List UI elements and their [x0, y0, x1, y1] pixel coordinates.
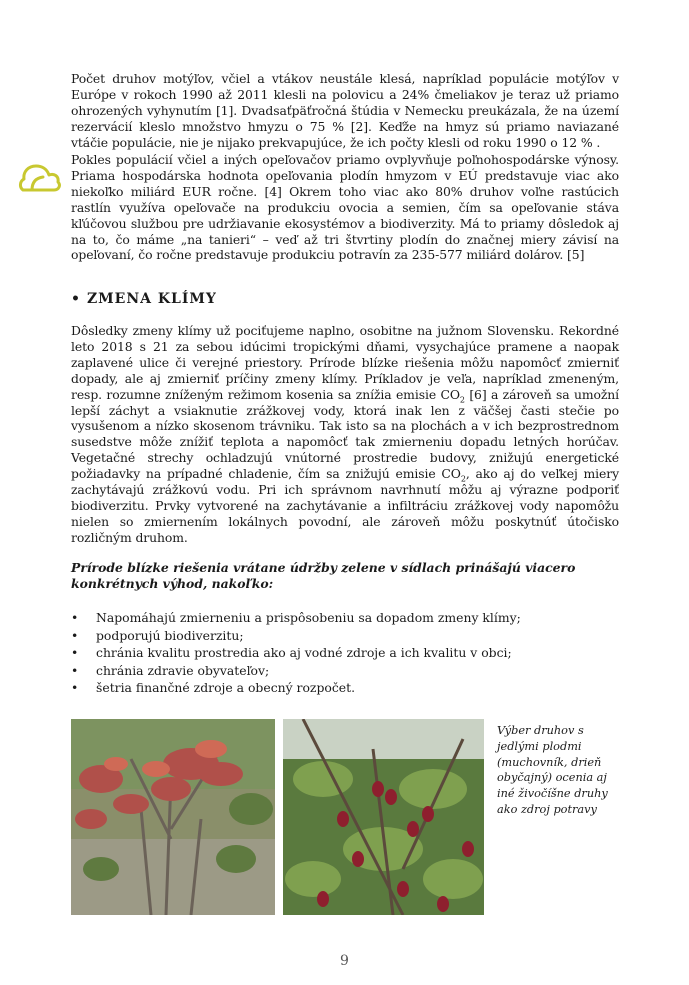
- heading-bullet: •: [71, 291, 81, 307]
- page-number: 9: [340, 953, 349, 969]
- intro-paragraph-1: Počet druhov motýľov, včiel a vtákov neustále klesá, napríklad populácie motýľov v Európe v rokoch 1990 až 2011 klesli na polovicu a 24% čmeliakov je teraz už priamo ohrozených vyhynutím [1]. Dvadsaťpäťročná štúdia v Nemecku preukázala, že na území rezervácií kleslo množstvo hmyzu o 75 % [2]. Keďže na hmyz sú priamo naviazané vtáčie populácie, nie je nijako prekvapujúce, že ich počty klesli od roku 1990 o 12 % .: [71, 71, 619, 150]
- benefits-subheading: Prírode blízke riešenia vrátane údržby zelene v sídlach prinášajú viacero konkrétnych výhod, nakoľko:: [71, 560, 576, 591]
- list-item: • chránia zdravie obyvateľov;: [71, 662, 619, 680]
- heading-text: ZMENA KLÍMY: [86, 291, 217, 307]
- benefits-list: [71, 609, 619, 697]
- climate-paragraph: Dôsledky zmeny klímy už pociťujeme naplno, osobitne na južnom Slovensku. Rekordné leto 2018 s 21 za sebou idúcimi tropickými dňami, vysychajúce pramene a naopak zaplavené ulice či verejné priestory. Prírode blízke riešenia môžu napomôcť zmierniť dopady, ale aj zmierniť príčiny zmeny klímy. Príkladov je veľa, napríklad zmeneným, resp. rozumne zníženým režimom kosenia sa znížia emisie $CO_2$ [6] a zároveň sa umožní lepší záchyt a vsiaknutie zrážkovej vody, ktorá inak len z väčšej časti stečie po vysušenom a nízko skosenom trávniku. Tak isto sa na plochách a v ich bezprostrednom susedstve môže znížiť teplota a napomôcť tak zmierneniu dopadu letných horúčav. Vegetačné strechy ochladzujú vnútorné prostredie budovy, znižujú energetické požiadavky na prípadné chladenie, čím sa znižujú emisie $CO_2$, ako aj do veľkej miery zachytávajú zrážkovú vodu. Pri ich správnom navrhnutí môžu aj výrazne podporiť biodiverzitu. Prvky vytvorené na zachytávanie a infiltráciu zrážkovej vody napomôžu nielen so zmiernením lokálnych povodní, ale zároveň môžu poskytnúť útočisko rozličným druhom.: [71, 323, 620, 545]
- list-item: • šetria finančné zdroje a obecný rozpočet.: [71, 679, 619, 697]
- photo-serviceberry-shrub: [71, 719, 275, 915]
- photo-caption: Výber druhov s jedlými plodmi (muchovník, drieň obyčajný) ocenia aj iné živočíšne druhy ako zdroj potravy: [497, 724, 608, 816]
- intro-paragraph-2: Pokles populácií včiel a iných opeľovačov priamo ovplyvňuje poľnohospodárske výnosy. Priama hospodárska hodnota opeľovania plodín hmyzom v EÚ predstavuje viac ako niekoľko miliárd EUR ročne. [4] Okrem toho viac ako 80% druhov voľne rastúcich rastlín využíva opeľovače na produkciu ovocia a semien, čím sa opeľovanie stáva kľúčovou službou pre udržiavanie ekosystémov a biodiverzity. Má to priamy dôsledok aj na to, čo máme „na tanieri“ – veď až tri štvrtiny plodín do značnej miery závisí na opeľovaní, čo ročne predstavuje produkciu potravín za 235-577 miliárd dolárov. [5]: [71, 152, 619, 263]
- section-heading: [71, 291, 217, 307]
- list-item: • Napomáhajú zmierneniu a prispôsobeniu sa dopadom zmeny klímy;: [71, 609, 619, 627]
- photo-cornelian-cherry: [283, 719, 484, 915]
- list-item: • chránia kvalitu prostredia ako aj vodné zdroje a ich kvalitu v obci;: [71, 644, 619, 662]
- list-item: • podporujú biodiverzitu;: [71, 627, 619, 645]
- leaf-sun-icon: [18, 158, 62, 198]
